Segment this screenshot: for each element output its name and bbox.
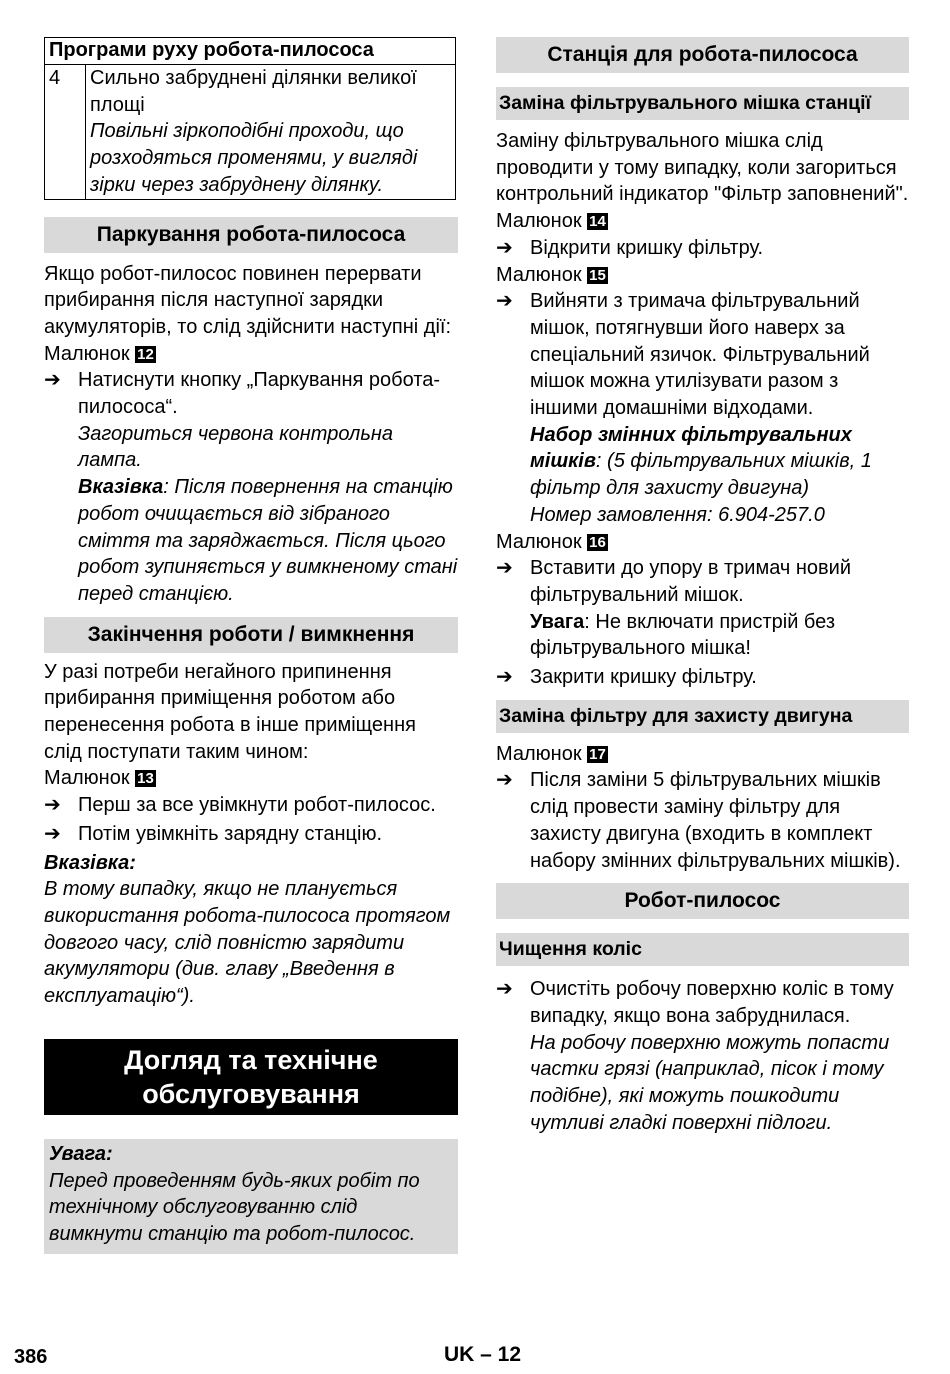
- instruction-step: [496, 767, 909, 874]
- figure-ref: [44, 765, 458, 792]
- figure-ref: [44, 341, 458, 368]
- finish-intro: У разі потреби негайного припинення прибирання приміщення роботом або перенесення робота в інше приміщення слід поступати таким чином:: [44, 660, 416, 763]
- figure-label: Малюнок: [496, 742, 582, 765]
- left-column: [44, 37, 458, 1254]
- table-row: [45, 65, 456, 200]
- parking-note: [44, 474, 458, 608]
- instruction-step: [44, 821, 458, 848]
- step-text: Відкрити кришку фільтру.: [530, 236, 764, 259]
- step-text: Потім увімкніть зарядну станцію.: [78, 822, 383, 845]
- subsection-heading-motor-filter: Заміна фільтру для захисту двигуна: [496, 700, 909, 733]
- section-heading-parking: Паркування робота-пилососа: [44, 217, 458, 253]
- note-label: Вказівка: [78, 476, 164, 499]
- figure-number-badge: 13: [137, 770, 154, 788]
- instruction-step: [496, 288, 909, 422]
- figure-label: Малюнок: [44, 767, 130, 790]
- kit-text: : (5 фільтрувальних мішків, 1 фільтр для захисту двигуна): [530, 450, 872, 500]
- arrow-right-icon: ➔: [496, 666, 513, 689]
- table-cell-number: 4: [45, 65, 86, 200]
- figure-ref: [496, 208, 909, 235]
- step-result: Загориться червона контрольна лампа.: [78, 422, 393, 472]
- subsection-heading-filter-bag: Заміна фільтрувального мішка станції: [496, 87, 909, 120]
- warning-text: Перед проведенням будь-яких робіт по технічному обслуговуванню слід вимкнути станцію та робот-пилосос.: [49, 1169, 420, 1245]
- arrow-right-icon: ➔: [496, 769, 513, 792]
- table-cell-description: [86, 65, 456, 200]
- arrow-right-icon: ➔: [496, 557, 513, 580]
- figure-ref: [496, 529, 909, 556]
- step-text: Закрити кришку фільтру.: [530, 666, 757, 689]
- step-text: Очистіть робочу поверхню коліс в тому випадку, якщо вона забруднилася.: [530, 978, 894, 1027]
- note-label: Вказівка:: [44, 851, 136, 874]
- order-number: Номер замовлення: 6.904-257.0: [530, 503, 825, 526]
- right-column: [496, 37, 909, 1137]
- figure-label: Малюнок: [496, 263, 582, 286]
- step-text: Перш за все увімкнути робот-пилосос.: [78, 794, 436, 817]
- parking-intro: Якщо робот-пилосос повинен перервати прибирання після наступної зарядки акумуляторів, то слід здійснити наступні дії:: [44, 262, 452, 338]
- arrow-right-icon: ➔: [44, 822, 61, 845]
- chapter-heading-care: Догляд та технічне обслуговування: [44, 1039, 458, 1115]
- instruction-step: [44, 367, 458, 420]
- wheel-cleaning-note: На робочу поверхню можуть попасти частки грязі (наприклад, пісок і тому подібне), які можуть пошкодити чутливі гладкі поверхні підлоги.: [530, 1031, 890, 1134]
- step-text: Натиснути кнопку „Паркування робота-пилососа“.: [78, 369, 441, 419]
- subsection-heading-wheels: Чищення коліс: [496, 933, 909, 966]
- program-title: Сильно забруднені ділянки великої площі: [90, 67, 417, 116]
- section-page-label: UK – 12: [444, 1343, 522, 1366]
- filter-kit-info: [496, 422, 909, 502]
- figure-label: Малюнок: [496, 530, 582, 553]
- instruction-step: [496, 664, 909, 691]
- warning-text: : Не включати пристрій без фільтрувального мішка!: [530, 610, 836, 660]
- kit-label: Набор змінних фільтрувальних мішків: [530, 423, 852, 473]
- table-header: Програми руху робота-пилососа: [45, 38, 456, 65]
- section-heading-station: Станція для робота-пилососа: [496, 37, 909, 73]
- instruction-step: [44, 792, 458, 819]
- figure-label: Малюнок: [496, 210, 582, 233]
- figure-number-badge: 14: [589, 213, 606, 231]
- section-heading-finish: Закінчення роботи / вимкнення: [44, 617, 458, 653]
- movement-programs-table: [44, 37, 456, 200]
- arrow-right-icon: ➔: [496, 290, 513, 313]
- figure-number-badge: 15: [589, 266, 606, 284]
- figure-label: Малюнок: [44, 342, 130, 365]
- section-heading-robot: Робот-пилосос: [496, 883, 909, 919]
- page-number: 386: [14, 1346, 48, 1368]
- station-intro: Заміну фільтрувального мішка слід проводити у тому випадку, коли загориться контрольний індикатор "Фільтр заповнений".: [496, 130, 909, 206]
- note-text: : Після повернення на станцію робот очищається від зібраного сміття та заряджається. Після цього робот зупиняється у вимкненому стані перед станцією.: [78, 476, 458, 605]
- step-text: Вставити до упору в тримач новий фільтрувальний мішок.: [530, 557, 852, 606]
- figure-ref: [496, 262, 909, 289]
- arrow-right-icon: ➔: [496, 236, 513, 259]
- figure-number-badge: 17: [589, 745, 606, 763]
- arrow-right-icon: ➔: [496, 978, 513, 1001]
- program-description: Повільні зіркоподібні проходи, що розходяться променями, у вигляді зірки через забруднену ділянку.: [90, 120, 418, 196]
- instruction-step: [496, 555, 909, 608]
- instruction-step: [496, 235, 909, 262]
- figure-ref: [496, 741, 909, 768]
- note-text: В тому випадку, якщо не планується використання робота-пилососа протягом довгого часу, слід повністю зарядити акумулятори (див. главу „Введення в експлуатацію“).: [44, 878, 451, 1008]
- arrow-right-icon: ➔: [44, 794, 61, 817]
- step-text: Вийняти з тримача фільтрувальний мішок, потягнувши його наверх за спеціальний язичок. Фільтрувальний мішок можна утилізувати разом з іншими домашніми відходами.: [530, 290, 870, 420]
- arrow-right-icon: ➔: [44, 369, 61, 392]
- figure-number-badge: 12: [137, 345, 154, 363]
- instruction-step: [496, 976, 909, 1029]
- warning-label: Увага: [530, 610, 585, 633]
- step-text: Після заміни 5 фільтрувальних мішків слід провести заміну фільтру для захисту двигуна (входить в комплект набору змінних фільтрувальних мішків).: [530, 769, 901, 872]
- warning-label: Увага:: [49, 1142, 113, 1165]
- filter-warning: [496, 609, 909, 662]
- warning-box: [44, 1139, 458, 1254]
- figure-number-badge: 16: [589, 533, 606, 551]
